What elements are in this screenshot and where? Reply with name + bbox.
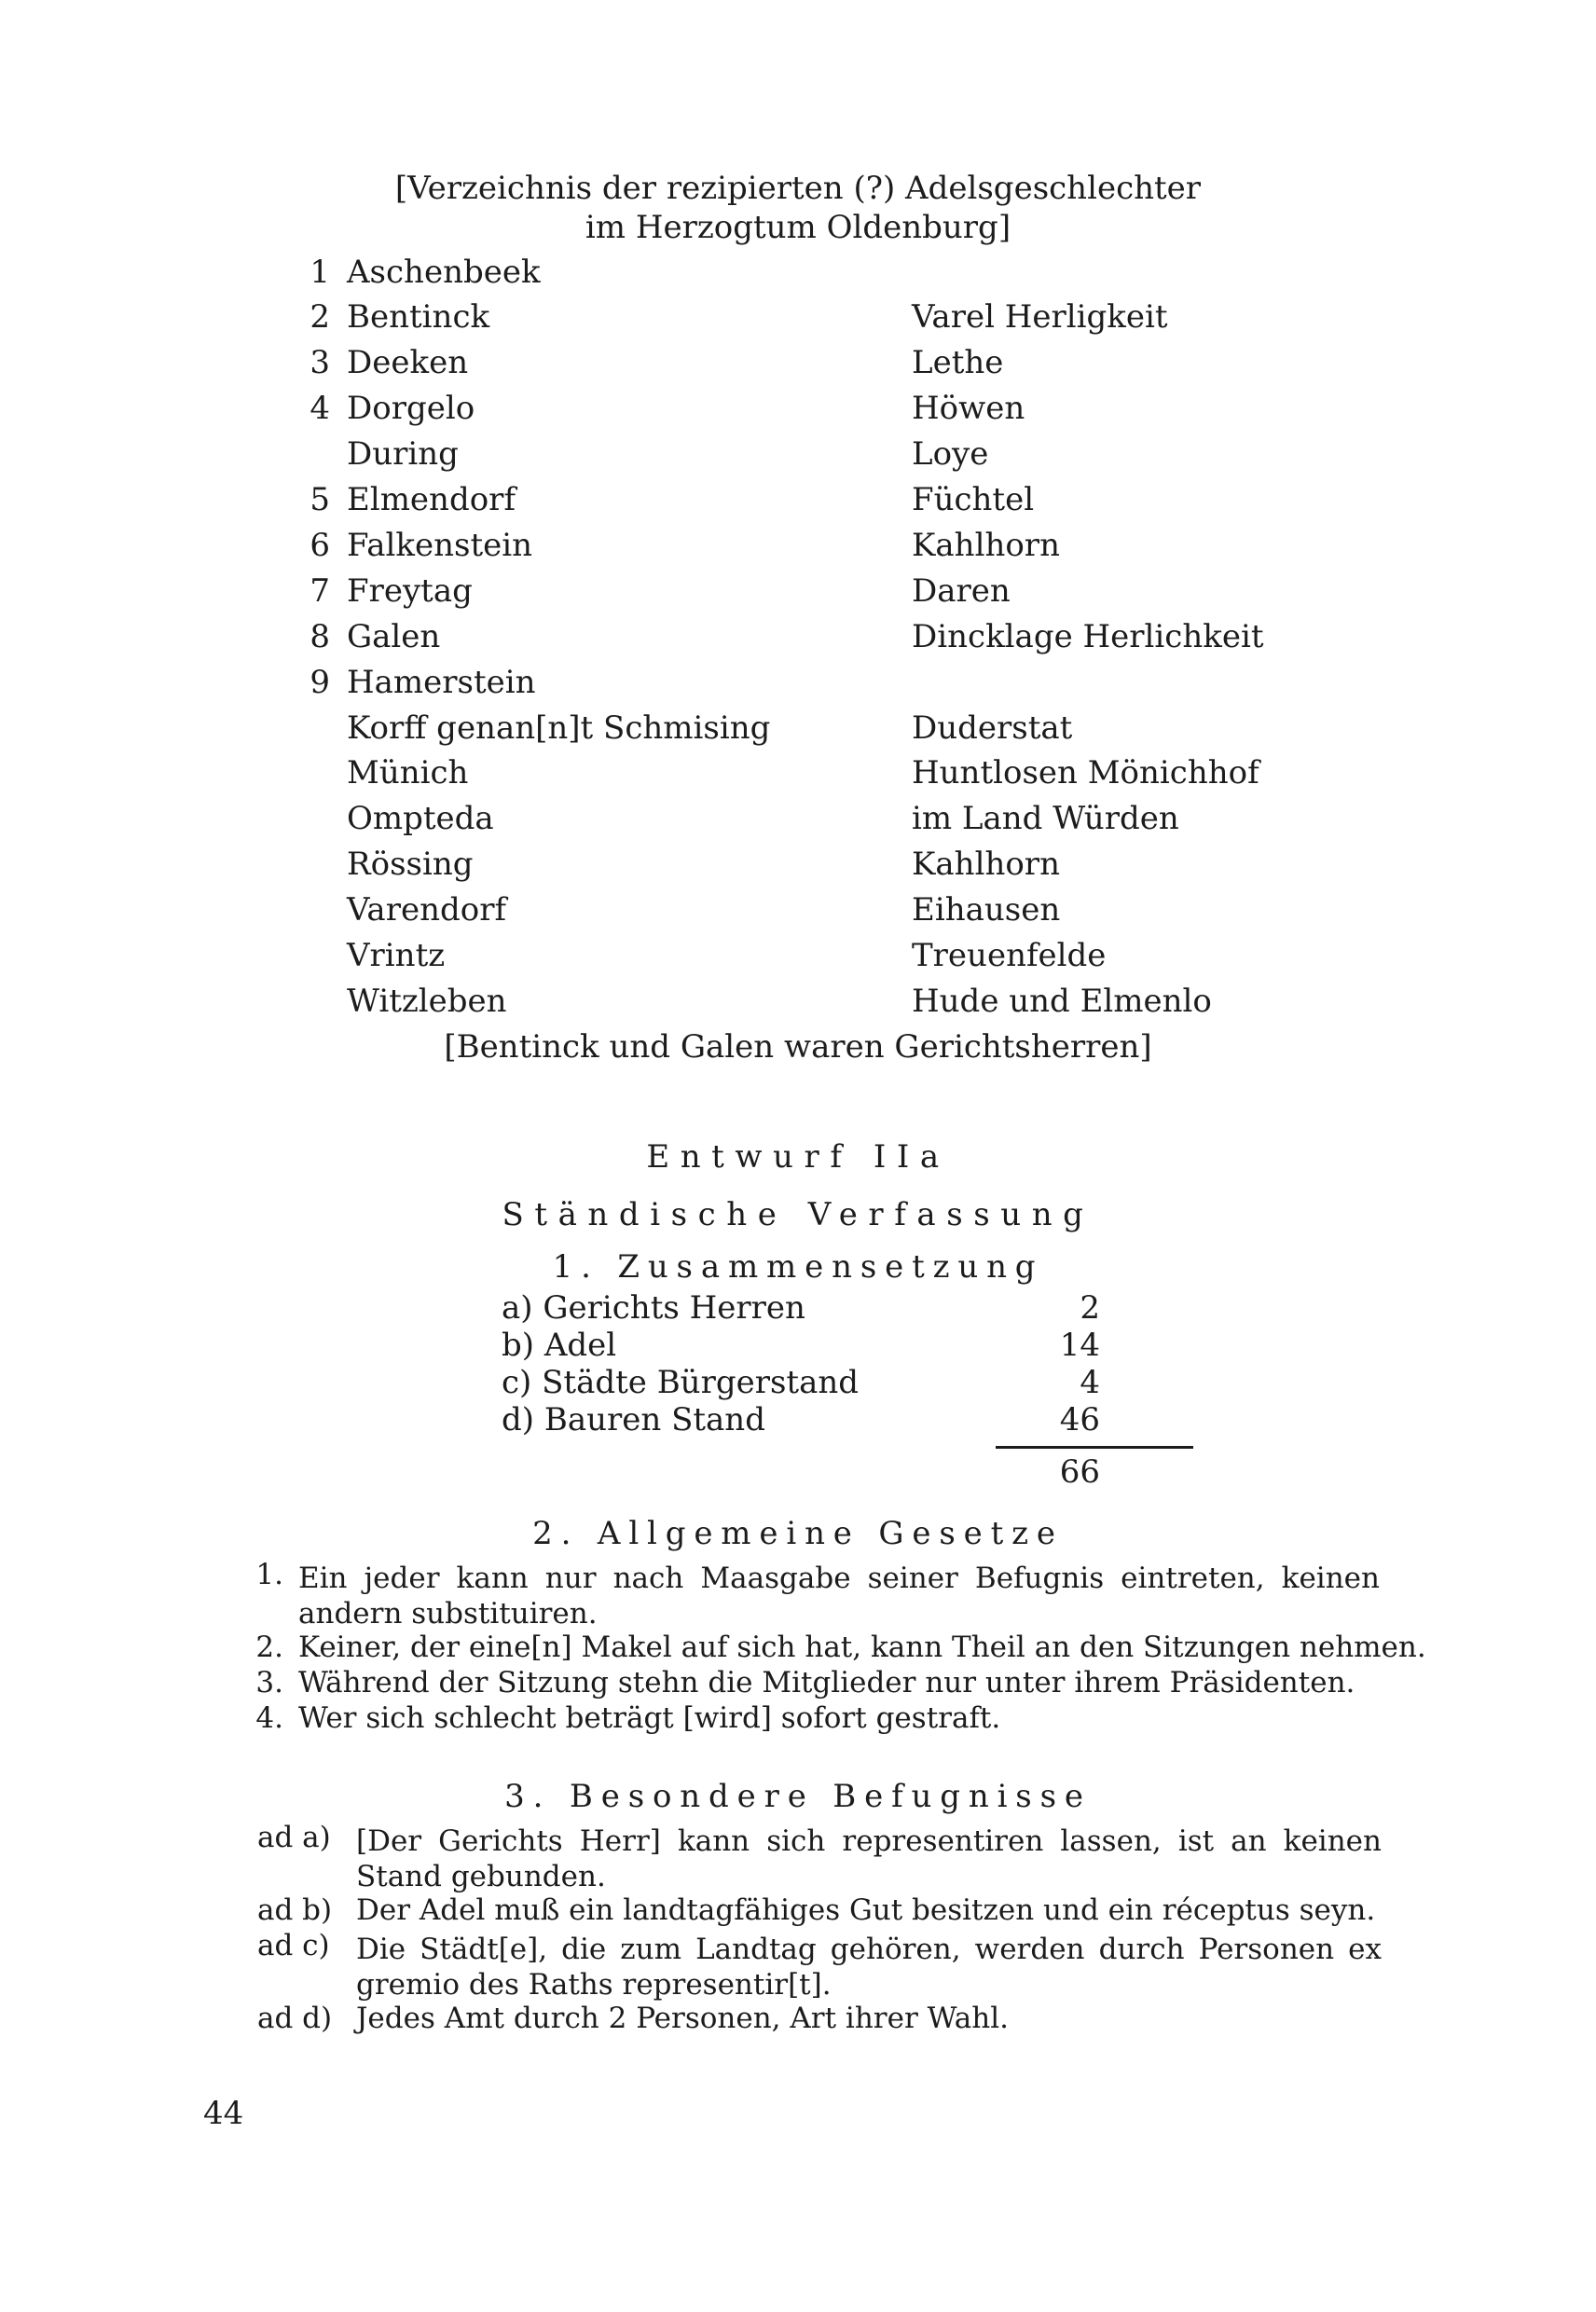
law-text: Ein jeder kann nur nach Maasgabe seiner Befugnis eintreten, keinen andern substituiren.: [298, 1562, 1380, 1631]
law-number: 2.: [255, 1631, 283, 1664]
family-place: im Land Würden: [912, 800, 1179, 837]
family-place: Huntlosen Mönichhof: [912, 754, 1259, 791]
power-label: ad b): [257, 1893, 333, 1927]
family-place: Hude und Elmenlo: [912, 983, 1212, 1020]
family-number: 5: [310, 481, 330, 518]
family-name: Ompteda: [347, 800, 494, 837]
family-name: Dorgelo: [347, 390, 475, 427]
family-name: Freytag: [347, 572, 473, 610]
family-place: Höwen: [912, 390, 1025, 427]
composition-value: 2: [1080, 1289, 1100, 1327]
family-place: Loye: [912, 435, 989, 473]
family-number: 6: [310, 527, 330, 564]
family-place: Treuenfelde: [912, 937, 1107, 974]
sum-rule: [996, 1446, 1193, 1449]
law-text: Während der Sitzung stehn die Mitglieder nur unter ihrem Präsidenten.: [298, 1666, 1355, 1700]
composition-value: 46: [1059, 1401, 1100, 1438]
family-number: 4: [310, 390, 330, 427]
law-text: Wer sich schlecht beträgt [wird] sofort gestraft.: [298, 1701, 1001, 1735]
family-name: Vrintz: [347, 937, 446, 974]
family-place: Daren: [912, 572, 1011, 610]
family-name: Aschenbeek: [347, 254, 541, 291]
family-place: Varel Herligkeit: [912, 298, 1168, 336]
draft-title: Entwurf IIa: [646, 1138, 950, 1176]
family-name: During: [347, 435, 459, 473]
family-name: Witzleben: [347, 983, 507, 1020]
family-name: Elmendorf: [347, 481, 516, 518]
family-place: Kahlhorn: [912, 527, 1060, 564]
law-number: 3.: [255, 1666, 283, 1700]
family-name: Korff genan[n]t Schmising: [347, 709, 771, 747]
family-place: Eihausen: [912, 891, 1061, 929]
family-number: 1: [310, 254, 330, 291]
family-name: Hamerstein: [347, 664, 536, 701]
power-text: Jedes Amt durch 2 Personen, Art ihrer Wahl.: [356, 2002, 1010, 2035]
family-number: 3: [310, 344, 330, 381]
section1-heading: 1. Zusammensetzung: [552, 1248, 1044, 1286]
power-text: [Der Gerichts Herr] kann sich representiren lassen, ist an keinen Stand gebunden.: [356, 1824, 1382, 1893]
page-number: 44: [203, 2095, 244, 2132]
composition-label: a) Gerichts Herren: [502, 1289, 805, 1327]
family-name: Deeken: [347, 344, 469, 381]
section2-heading: 2. Allgemeine Gesetze: [532, 1515, 1064, 1552]
family-place: Kahlhorn: [912, 846, 1060, 883]
family-name: Galen: [347, 618, 441, 655]
family-place: Lethe: [912, 344, 1004, 381]
power-label: ad c): [257, 1929, 330, 1962]
list-title-line2: im Herzogtum Oldenburg]: [585, 209, 1011, 246]
family-number: 2: [310, 298, 330, 336]
composition-value: 4: [1080, 1364, 1100, 1401]
power-text: Die Städt[e], die zum Landtag gehören, werden durch Personen ex gremio des Raths representir[t].: [356, 1933, 1382, 2002]
family-place: Füchtel: [912, 481, 1035, 518]
family-place: Duderstat: [912, 709, 1073, 747]
power-text: Der Adel muß ein landtagfähiges Gut besitzen und ein réceptus seyn.: [356, 1893, 1376, 1927]
family-place: Dincklage Herlichkeit: [912, 618, 1264, 655]
family-name: Varendorf: [347, 891, 507, 929]
family-name: Falkenstein: [347, 527, 533, 564]
power-label: ad d): [257, 2002, 333, 2035]
section3-heading: 3. Besondere Befugnisse: [504, 1778, 1092, 1815]
family-number: 7: [310, 572, 330, 610]
law-number: 4.: [255, 1701, 283, 1735]
law-number: 1.: [255, 1558, 283, 1591]
family-note: [Bentinck und Galen waren Gerichtsherren]: [444, 1028, 1152, 1066]
family-number: 9: [310, 664, 330, 701]
composition-label: b) Adel: [502, 1327, 617, 1364]
family-name: Bentinck: [347, 298, 490, 336]
family-name: Münich: [347, 754, 469, 791]
composition-total: 66: [1059, 1453, 1100, 1491]
list-title-line1: [Verzeichnis der rezipierten (?) Adelsgeschlechter: [394, 170, 1202, 207]
family-name: Rössing: [347, 846, 474, 883]
family-number: 8: [310, 618, 330, 655]
law-text: Keiner, der eine[n] Makel auf sich hat, kann Theil an den Sitzungen nehmen.: [298, 1631, 1426, 1664]
composition-value: 14: [1059, 1327, 1100, 1364]
power-label: ad a): [257, 1821, 331, 1854]
composition-label: d) Bauren Stand: [502, 1401, 765, 1438]
composition-label: c) Städte Bürgerstand: [502, 1364, 860, 1401]
draft-subtitle: Ständische Verfassung: [502, 1196, 1094, 1233]
